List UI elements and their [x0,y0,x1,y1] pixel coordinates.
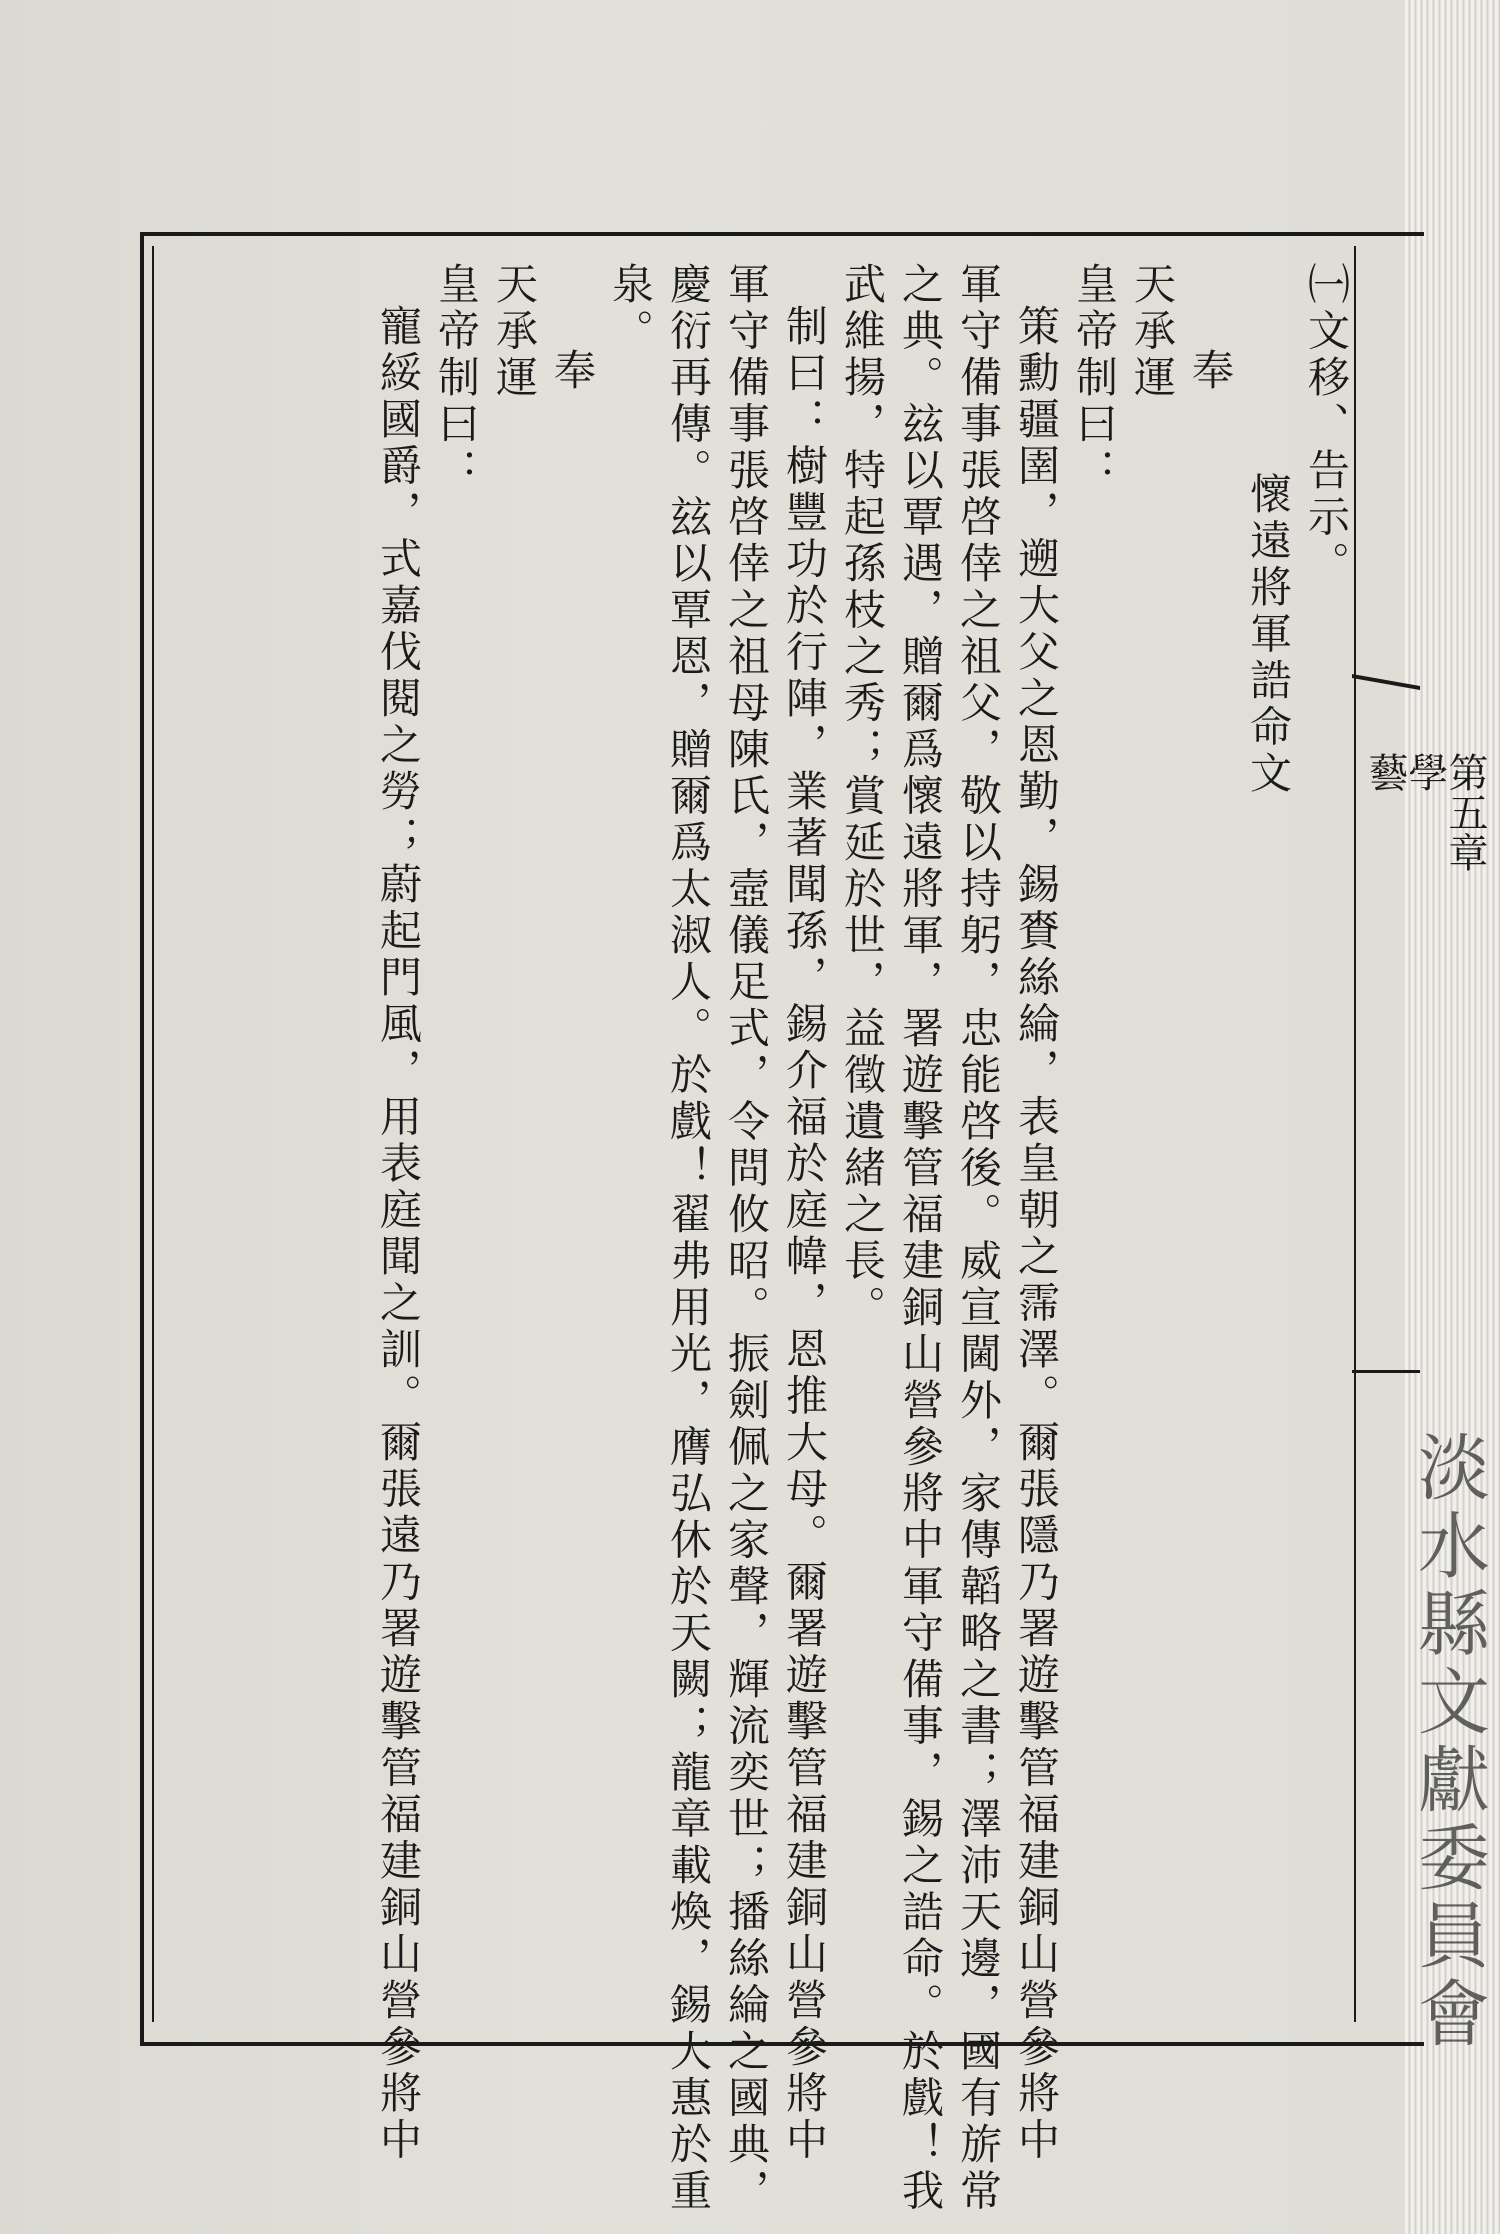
text-column: 制曰：樹豐功於行陣，業著聞孫，錫介福於庭幃，恩推大母。爾署遊擊管福建銅山營參將中 [780,304,829,2164]
text-column: 泉。 [606,262,655,355]
edge-publisher-text: 淡水縣文獻委員會 [1406,1430,1490,2054]
text-column: 奉 [1186,348,1235,395]
document-body [170,262,1355,2215]
chapter-label: 第五章 [1442,752,1488,872]
gutter-rule-bottom [1352,1370,1420,1373]
text-column: 天承運 [1128,262,1177,402]
text-column: 皇帝制曰： [1070,262,1119,495]
text-column: 懷遠將軍誥命文 [1244,472,1293,798]
text-column: 皇帝制曰： [432,262,481,495]
text-column: 軍守備事張啓倖之祖父，敬以持躬，忠能啓後。威宣閫外，家傳韜略之書；澤沛天邊，國有旂常 [954,262,1003,2215]
section-label-b: 藝 [1362,752,1408,792]
text-column: 天承運 [490,262,539,402]
text-column: 之典。玆以覃遇，贈爾爲懷遠將軍，署遊擊管福建銅山營參將中軍守備事，錫之誥命。於戲！我 [896,262,945,2215]
text-column: 武維揚，特起孫枝之秀；賞延於世，益徵遺緒之長。 [838,262,887,1332]
section-label-a: 學 [1402,752,1448,792]
text-column: 策勳疆圉，遡大父之恩勤，錫賚絲綸，表皇朝之霈澤。爾張隱乃署遊擊管福建銅山營參將中 [1012,304,1061,2164]
text-column: 軍守備事張啓倖之祖母陳氏，壼儀足式，令問攸昭。振劍佩之家聲，輝流奕世；播絲綸之國典， [722,262,771,2215]
text-column: 奉 [548,348,597,395]
text-column: 寵綏國爵，式嘉伐閱之勞；蔚起門風，用表庭聞之訓。爾張遠乃署遊擊管福建銅山營參將中 [374,304,423,2164]
text-column: 慶衍再傳。玆以覃恩，贈爾爲太淑人。於戲！翟弗用光，膺弘休於天闕；龍章載煥，錫大惠於重 [664,262,713,2215]
text-column: ㈠文移、告示。 [1302,262,1351,588]
running-head [1362,752,1488,872]
